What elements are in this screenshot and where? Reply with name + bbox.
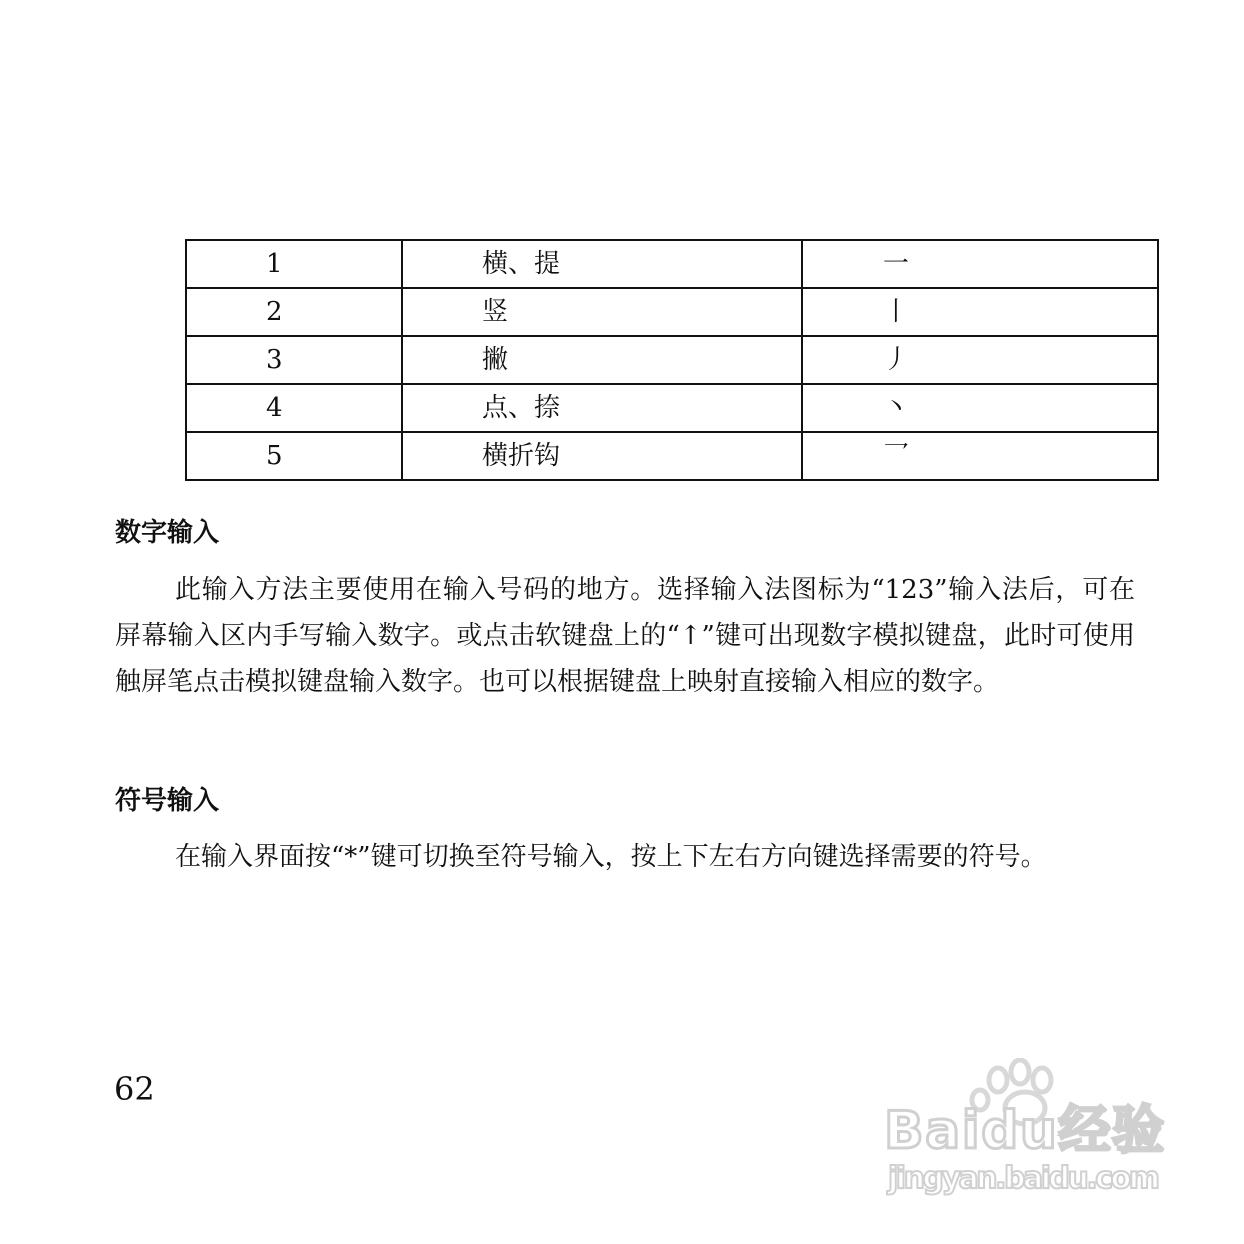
stroke-number: 2 <box>186 288 402 336</box>
stroke-symbol: 丶 <box>802 384 1158 432</box>
table-row <box>186 240 1158 288</box>
stroke-symbol: 一 <box>802 240 1158 288</box>
stroke-name: 横折钩 <box>402 432 802 480</box>
stroke-number: 3 <box>186 336 402 384</box>
stroke-name: 横、提 <box>402 240 802 288</box>
page-number: 62 <box>114 1070 155 1108</box>
stroke-table <box>185 239 1159 481</box>
table-row <box>186 384 1158 432</box>
stroke-name: 点、捺 <box>402 384 802 432</box>
section-heading-digit-input: 数字输入 <box>115 518 220 548</box>
section-body-digit-input: 此输入方法主要使用在输入号码的地方。选择输入法图标为“123”输入法后，可在屏幕输入区内手写输入数字。或点击软键盘上的“↑”键可出现数字模拟键盘，此时可使用触屏笔点击模拟键盘输入数字。也可以根据键盘上映射直接输入相应的数字。 <box>115 575 1135 697</box>
stroke-number: 4 <box>186 384 402 432</box>
stroke-symbol: 乛 <box>802 432 1158 480</box>
table-row <box>186 432 1158 480</box>
stroke-number: 5 <box>186 432 402 480</box>
section-heading-symbol-input: 符号输入 <box>115 786 220 816</box>
stroke-symbol: 丿 <box>802 336 1158 384</box>
section-body-symbol-input: 在输入界面按“*”键可切换至符号输入，按上下左右方向键选择需要的符号。 <box>175 842 1047 872</box>
watermark-url: jingyan.baidu.com <box>888 1161 1160 1196</box>
table-row <box>186 336 1158 384</box>
stroke-name: 竖 <box>402 288 802 336</box>
table-row <box>186 288 1158 336</box>
baidu-watermark <box>880 1058 1170 1198</box>
stroke-symbol: 丨 <box>802 288 1158 336</box>
stroke-name: 撇 <box>402 336 802 384</box>
stroke-number: 1 <box>186 240 402 288</box>
watermark-brand: Baidu经验 <box>884 1101 1164 1161</box>
